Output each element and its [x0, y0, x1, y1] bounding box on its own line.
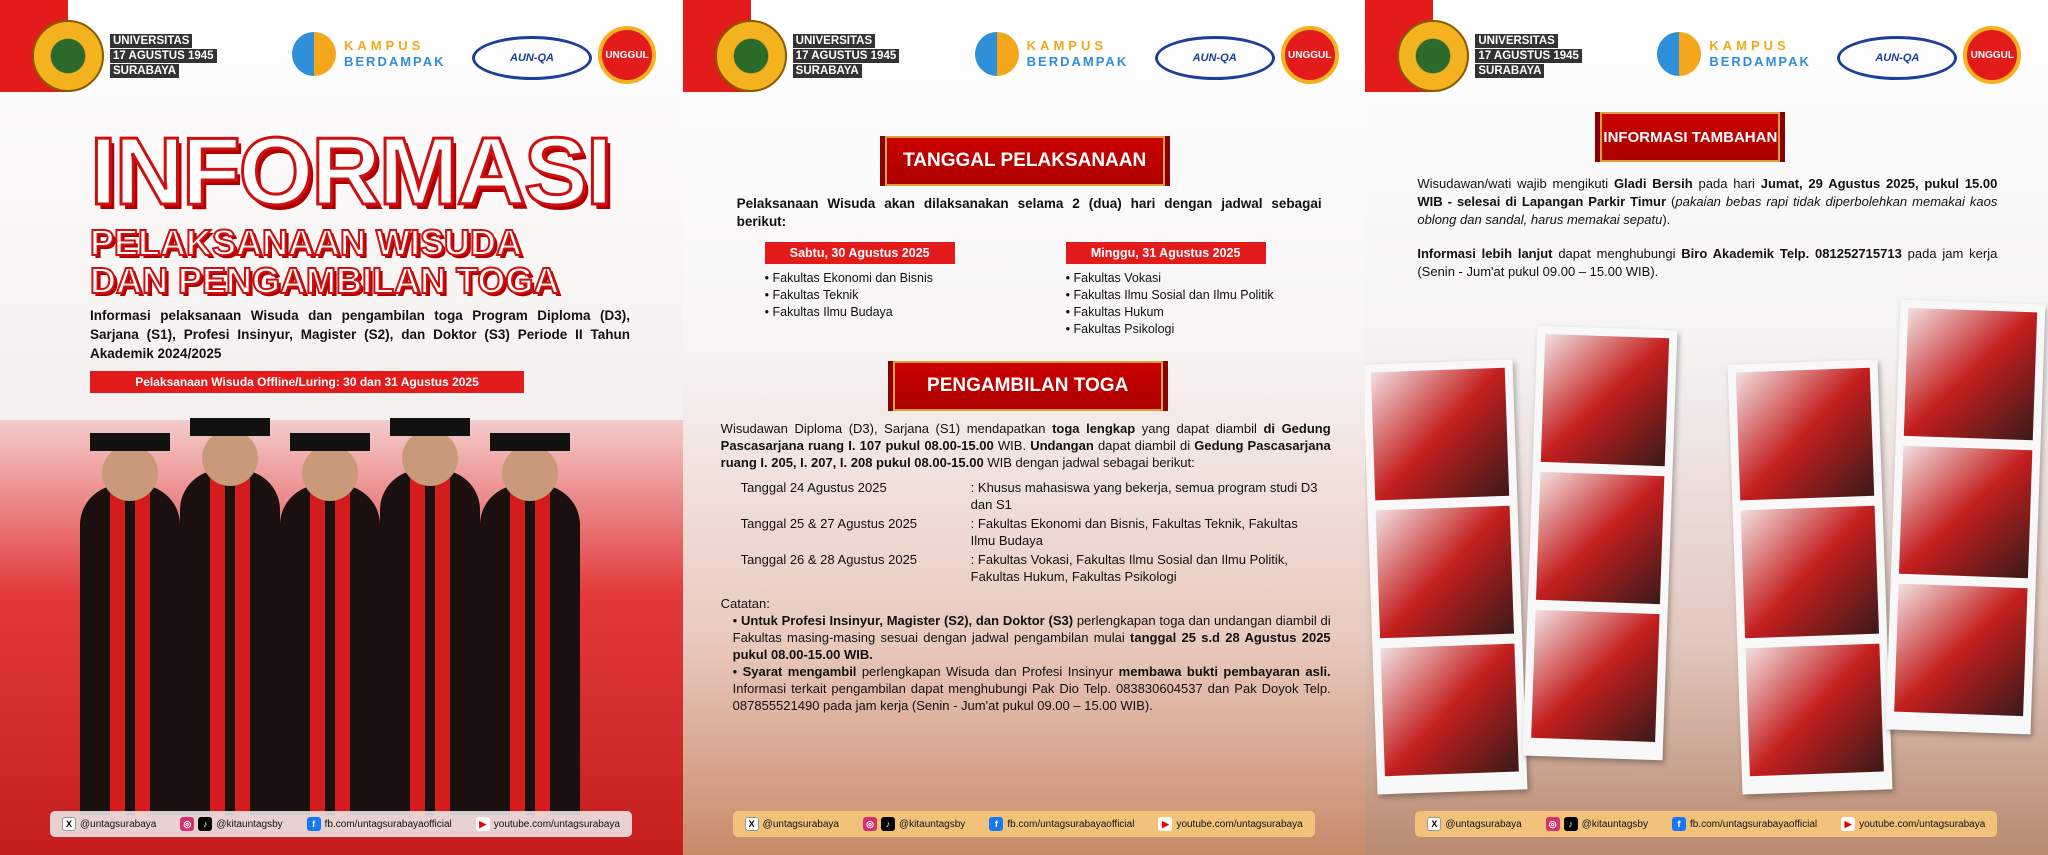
section-banner-toga: PENGAMBILAN TOGA: [888, 361, 1168, 411]
tiktok-icon: ♪: [198, 817, 212, 831]
youtube-icon: ▶: [476, 817, 490, 831]
facebook-icon: f: [307, 817, 321, 831]
social-footer: [1415, 811, 1997, 837]
schedule-row: Tanggal 24 Agustus 2025 : Khusus mahasiswa yang bekerja, semua program studi D3 dan S1: [740, 480, 1318, 512]
gladi-paragraph: Wisudawan/wati wajib mengikuti Gladi Bersih pada hari Jumat, 29 Agustus 2025, pukul 15.00 WIB - selesai di Lapangan Parkir Timur (pakaian bebas rapi tidak diperbolehkan memakai kaos oblong dan sandal, harus memakai sepatu).: [1417, 176, 1998, 227]
aun-qa-logo: AUN-QA: [1155, 36, 1275, 80]
toga-paragraph: Wisudawan Diploma (D3), Sarjana (S1) mendapatkan toga lengkap yang dapat diambil di Gedung Pascasarjana ruang I. 107 pukul 08.00-15.00 WIB. Undangan dapat diambil di Gedung Pascasarjana ruang I. 205, I. 207, I. 208 pukul 08.00-15.00 WIB dengan jadwal sebagai berikut:: [720, 421, 1331, 470]
kampus-icon: [1657, 32, 1701, 76]
list-item: • Fakultas Psikologi: [1066, 321, 1356, 338]
list-item: • Fakultas Hukum: [1066, 304, 1356, 321]
untag-logo: [715, 20, 787, 92]
unggul-badge: UNGGUL: [598, 26, 656, 84]
event-photo: [1746, 644, 1884, 777]
x-icon: X: [62, 817, 76, 831]
youtube-icon: ▶: [1841, 817, 1855, 831]
event-photo: [1541, 334, 1669, 466]
day2-date: Minggu, 31 Agustus 2025: [1066, 242, 1266, 264]
kampus-berdampak-logo: KAMPUS BERDAMPAK: [1657, 32, 1811, 76]
untag-logo: [32, 20, 104, 92]
photo-strip: [1728, 360, 1893, 795]
tiktok-icon: ♪: [1564, 817, 1578, 831]
event-photo: [1371, 368, 1509, 501]
event-photo: [1536, 472, 1664, 604]
social-footer: [733, 811, 1315, 837]
day2-faculty-list: [1066, 270, 1356, 338]
event-photo: [1904, 308, 2037, 440]
contact-paragraph: Informasi lebih lanjut dapat menghubungi Biro Akademik Telp. 081252715713 pada jam kerja (Senin - Jum'at pukul 09.00 – 15.00 WIB).: [1417, 246, 1998, 279]
notes-list: [733, 612, 1331, 714]
unggul-badge: UNGGUL: [1281, 26, 1339, 84]
section-banner-tanggal: TANGGAL PELAKSANAAN: [880, 136, 1170, 186]
day1-faculty-list: [765, 270, 1055, 321]
social-facebook[interactable]: f fb.com/untagsurabayaofficial: [307, 817, 452, 831]
social-instagram-tiktok[interactable]: ◎ ♪ @kitauntagsby: [180, 817, 282, 831]
social-facebook[interactable]: f fb.com/untagsurabayaofficial: [1672, 817, 1817, 831]
instagram-icon: ◎: [180, 817, 194, 831]
x-icon: X: [1427, 817, 1441, 831]
instagram-icon: ◎: [1546, 817, 1560, 831]
youtube-icon: ▶: [1158, 817, 1172, 831]
social-x[interactable]: X @untagsurabaya: [745, 817, 839, 831]
event-photo: [1532, 610, 1660, 742]
graduate-figure: [280, 485, 380, 815]
list-item: • Fakultas Teknik: [765, 287, 1055, 304]
instagram-icon: ◎: [863, 817, 877, 831]
social-youtube[interactable]: ▶ youtube.com/untagsurabaya: [1841, 817, 1985, 831]
event-photo: [1741, 506, 1879, 639]
day1-date: Sabtu, 30 Agustus 2025: [765, 242, 955, 264]
additional-info: [1417, 175, 1997, 281]
kampus-berdampak-logo: KAMPUS BERDAMPAK: [975, 32, 1129, 76]
university-name: UNIVERSITAS 17 AGUSTUS 1945 SURABAYA: [1475, 34, 1582, 79]
schedule-row: Tanggal 26 & 28 Agustus 2025 : Fakultas Vokasi, Fakultas Ilmu Sosial dan Ilmu Politik, Fakultas Hukum, Fakultas Psikologi: [740, 552, 1288, 584]
photo-strip: [1523, 326, 1678, 761]
page-title: INFORMASI: [90, 118, 611, 225]
poster-panel-2: [683, 0, 1366, 855]
university-name: UNIVERSITAS 17 AGUSTUS 1945 SURABAYA: [110, 34, 217, 79]
section-banner-tambahan: INFORMASI TAMBAHAN: [1595, 112, 1785, 162]
untag-logo: [1397, 20, 1469, 92]
event-photo: [1376, 506, 1514, 639]
social-youtube[interactable]: ▶ youtube.com/untagsurabaya: [476, 817, 620, 831]
event-photo: [1899, 446, 2032, 578]
list-item: • Fakultas Ilmu Budaya: [765, 304, 1055, 321]
unggul-badge: UNGGUL: [1963, 26, 2021, 84]
list-item: • Fakultas Ekonomi dan Bisnis: [765, 270, 1055, 287]
photo-strip: [1886, 300, 2046, 735]
event-photo: [1381, 644, 1519, 777]
pickup-schedule: [741, 479, 1331, 585]
university-name: UNIVERSITAS 17 AGUSTUS 1945 SURABAYA: [793, 34, 900, 79]
aun-qa-logo: AUN-QA: [1837, 36, 1957, 80]
graduate-figure: [480, 485, 580, 815]
social-instagram-tiktok[interactable]: ◎ ♪ @kitauntagsby: [1546, 817, 1648, 831]
poster-panel-1: [0, 0, 683, 855]
graduate-figure: [380, 470, 480, 815]
social-instagram-tiktok[interactable]: ◎ ♪ @kitauntagsby: [863, 817, 965, 831]
social-footer: [50, 811, 632, 837]
facebook-icon: f: [989, 817, 1003, 831]
event-photo: [1895, 584, 2028, 716]
kampus-berdampak-logo: KAMPUS BERDAMPAK: [292, 32, 446, 76]
notes-label: Catatan:: [720, 596, 770, 611]
poster-panel-3: [1365, 0, 2048, 855]
kampus-icon: [292, 32, 336, 76]
aun-qa-logo: AUN-QA: [472, 36, 592, 80]
social-x[interactable]: X @untagsurabaya: [62, 817, 156, 831]
graduates-photo: [0, 420, 683, 855]
social-facebook[interactable]: f fb.com/untagsurabayaofficial: [989, 817, 1134, 831]
tiktok-icon: ♪: [881, 817, 895, 831]
x-icon: X: [745, 817, 759, 831]
description: Informasi pelaksanaan Wisuda dan pengambilan toga Program Diploma (D3), Sarjana (S1), Profesi Insinyur, Magister (S2), dan Doktor (S3) Periode II Tahun Akademik 2024/2025: [90, 308, 630, 361]
schedule-row: Tanggal 25 & 27 Agustus 2025 : Fakultas Ekonomi dan Bisnis, Fakultas Teknik, Fakultas Ilmu Budaya: [740, 516, 1298, 548]
kampus-icon: [975, 32, 1019, 76]
social-x[interactable]: X @untagsurabaya: [1427, 817, 1521, 831]
toga-section: [721, 420, 1331, 714]
photo-strip: [1365, 360, 1527, 795]
graduate-figure: [180, 470, 280, 815]
facebook-icon: f: [1672, 817, 1686, 831]
graduate-figure: [80, 485, 180, 815]
event-date-banner: Pelaksanaan Wisuda Offline/Luring: 30 dan 31 Agustus 2025: [90, 371, 524, 393]
note-item: • Syarat mengambil perlengkapan Wisuda dan Profesi Insinyur membawa bukti pembayaran asli. Informasi terkait pengambilan dapat menghubungi Pak Dio Telp. 083830604537 dan Pak Doyok Telp. 087855521490 pada jam kerja (Senin - Jum'at pukul 09.00 – 15.00 WIB).: [733, 663, 1331, 714]
list-item: • Fakultas Vokasi: [1066, 270, 1356, 287]
list-item: • Fakultas Ilmu Sosial dan Ilmu Politik: [1066, 287, 1356, 304]
title-block: [90, 224, 630, 393]
note-item: • Untuk Profesi Insinyur, Magister (S2), dan Doktor (S3) perlengkapan toga dan undangan diambil di Fakultas masing-masing sesuai dengan jadwal pengambilan mulai tanggal 25 s.d 28 Agustus 2025 pukul 08.00-15.00 WIB.: [733, 612, 1331, 663]
schedule-intro: Pelaksanaan Wisuda akan dilaksanakan selama 2 (dua) hari dengan jadwal sebagai berikut:: [736, 196, 1322, 229]
social-youtube[interactable]: ▶ youtube.com/untagsurabaya: [1158, 817, 1302, 831]
page-subtitle: PELAKSANAAN WISUDA DAN PENGAMBILAN TOGA: [90, 222, 560, 301]
event-photo: [1736, 368, 1874, 501]
